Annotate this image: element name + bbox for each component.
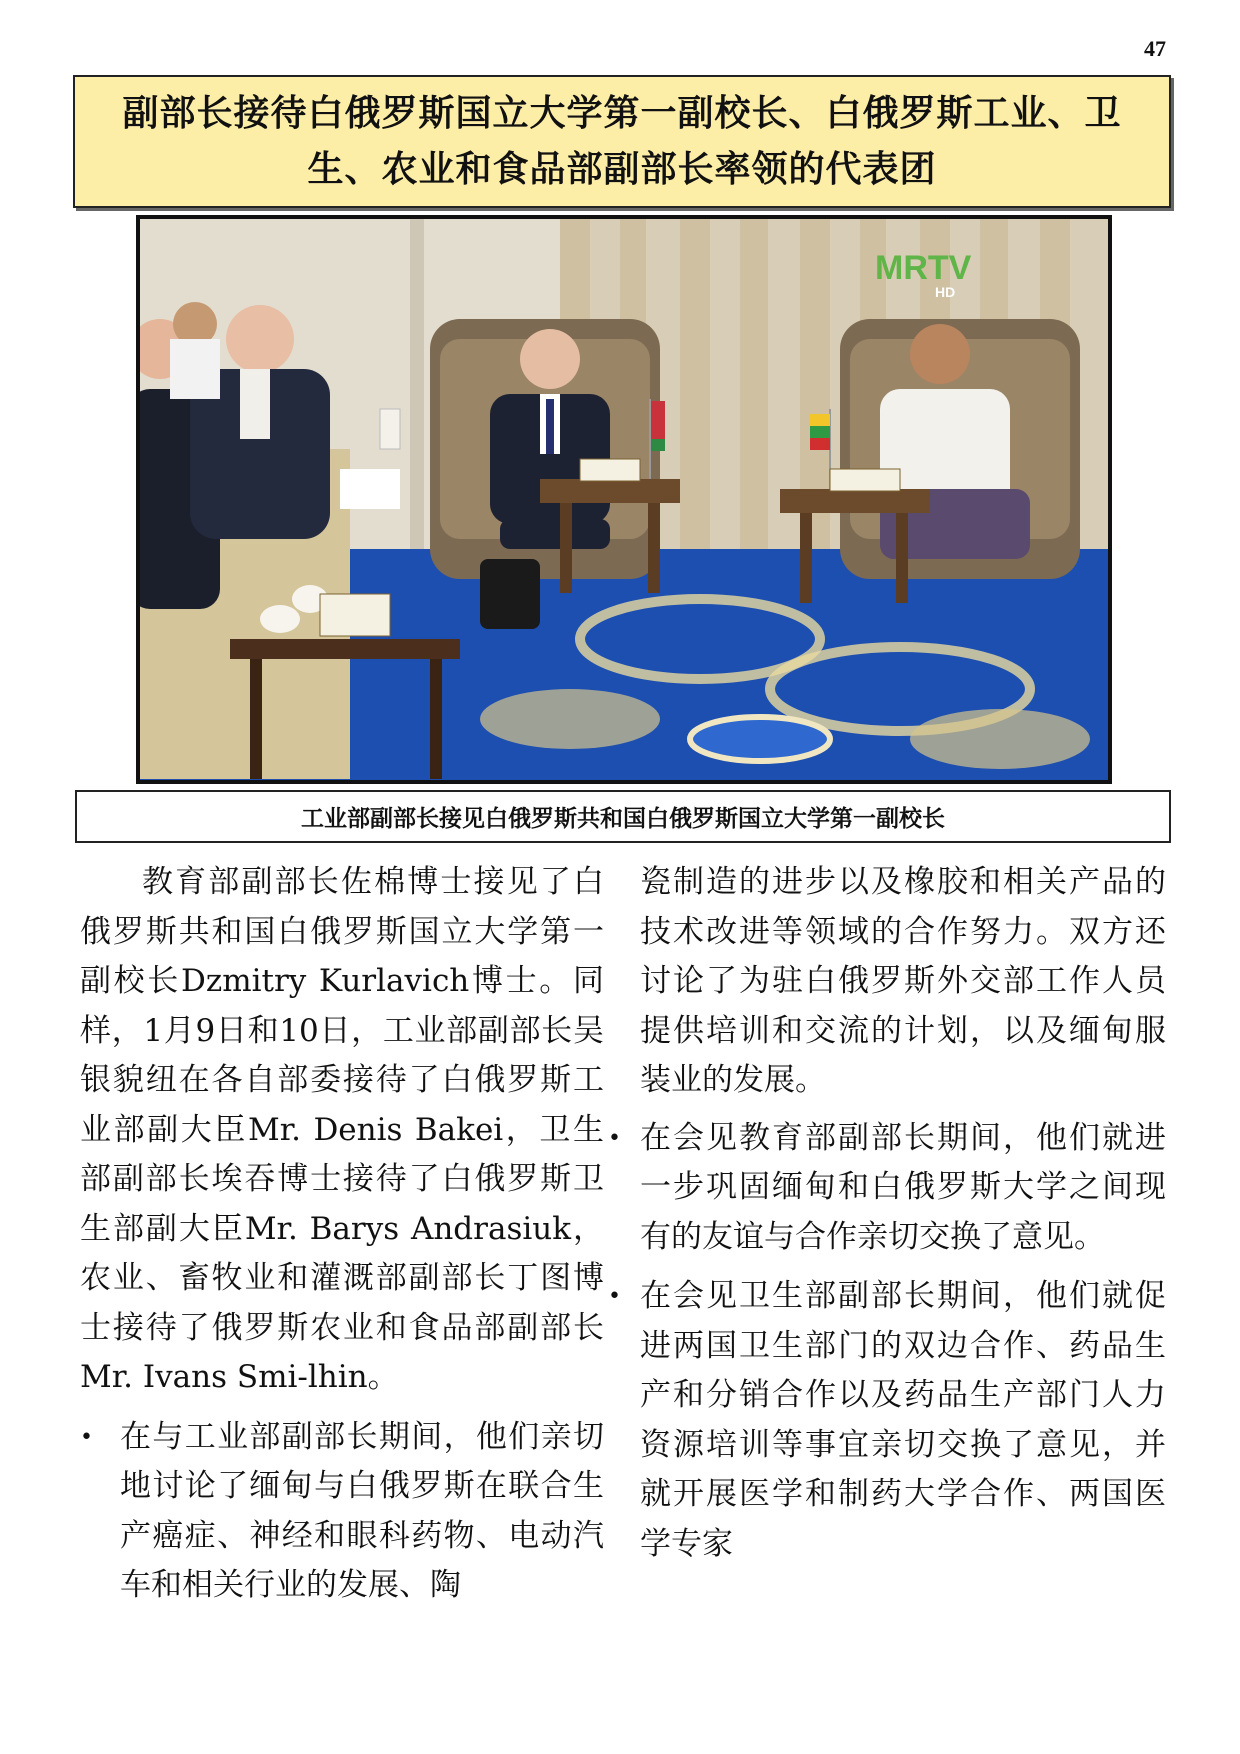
meeting-photo-illustration <box>140 219 1108 780</box>
bullet-list-right <box>608 1114 1166 1570</box>
meeting-photo <box>136 215 1112 784</box>
page-number: 47 <box>1144 36 1166 61</box>
photo-caption: 工业部副部长接见白俄罗斯共和国白俄罗斯国立大学第一副校长 <box>75 790 1171 843</box>
bullet-item-education <box>600 1114 1166 1263</box>
headline-box <box>73 75 1171 208</box>
mrtv-watermark: MRTV <box>875 249 972 287</box>
bullet-dot: • <box>608 1284 621 1309</box>
bullet-item-industry <box>80 1413 604 1611</box>
bullet-dot: • <box>80 1424 93 1450</box>
article-left-column <box>80 858 604 1621</box>
hd-watermark: HD <box>935 284 956 300</box>
bullet-list-left <box>80 1413 604 1611</box>
article-right-column <box>608 858 1166 1579</box>
bullet-dot: • <box>608 1125 621 1151</box>
bullet-item-health <box>600 1272 1166 1569</box>
bullet-text: 在会见卫生部副部长期间，他们就促进两国卫生部门的双边合作、药品生产和分销合作以及药品生产部门人力资源培训等事宜亲切交换了意见，并就开展医学和制药大学合作、两国医学专家 <box>640 1278 1166 1562</box>
intro-paragraph: 教育部副部长佐棉博士接见了白俄罗斯共和国白俄罗斯国立大学第一副校长Dzmitry Kurlavich博士。同样，1月9日和10日，工业部副部长吴银貌纽在各自部委接待了白俄罗斯工业部副大臣Mr. Denis Bakei，卫生部副部长埃吞博士接待了白俄罗斯卫生部副大臣Mr. Barys Andrasiuk，农业、畜牧业和灌溉部副部长丁图博士接待了俄罗斯农业和食品部副部长Mr. Ivans Smi-lhin。 <box>80 864 604 1395</box>
bullet-text: 在会见教育部副部长期间，他们就进一步巩固缅甸和白俄罗斯大学之间现有的友谊与合作亲切交换了意见。 <box>640 1119 1166 1255</box>
headline: 副部长接待白俄罗斯国立大学第一副校长、白俄罗斯工业、卫生、农业和食品部副部长率领的代表团 <box>122 92 1122 190</box>
bullet-continuation: 瓷制造的进步以及橡胶和相关产品的技术改进等领域的合作努力。双方还讨论了为驻白俄罗斯外交部工作人员提供培训和交流的计划，以及缅甸服装业的发展。 <box>640 864 1166 1098</box>
bullet-text: 在与工业部副部长期间，他们亲切地讨论了缅甸与白俄罗斯在联合生产癌症、神经和眼科药物、电动汽车和相关行业的发展、陶 <box>120 1418 604 1603</box>
